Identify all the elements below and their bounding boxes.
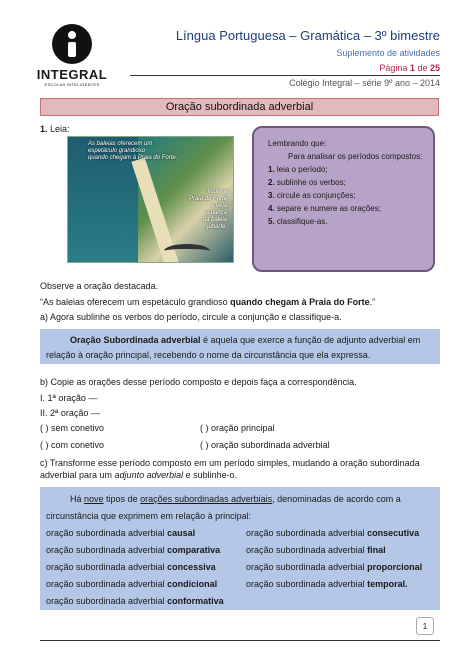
- quote-start: “As baleias oferecem um espetáculo grandioso: [40, 297, 231, 307]
- matching-option: ( ) oração subordinada adverbial: [200, 440, 330, 450]
- photo-side-line: e veja: [210, 203, 227, 209]
- photo-caption: [88, 141, 177, 162]
- photo-side-line: a dança: [205, 210, 227, 216]
- type-item: oração subordinada adverbial condicional: [46, 579, 218, 589]
- photo-side-line: Praia do Forte: [188, 196, 227, 202]
- item-b: b) Copie as orações desse período composto e depois faça a correspondência.: [40, 377, 357, 387]
- photo-side-line: da baleia: [202, 217, 227, 223]
- type-item: oração subordinada adverbial concessiva: [46, 562, 216, 572]
- section-title: Oração subordinada adverbial: [40, 98, 439, 116]
- item-c: [40, 457, 445, 481]
- page-current: 1: [409, 63, 415, 73]
- matching-option: ( ) com conetivo: [40, 440, 105, 450]
- observe-text: Observe a oração destacada.: [40, 281, 159, 291]
- photo-caption-line: As baleias oferecem um: [88, 141, 153, 147]
- oracao-1-line: I. 1ª oração —: [40, 393, 98, 403]
- types-grid: [46, 525, 434, 610]
- item-c-start: c) Transforme esse período composto em um período simples, mudando a oração subordinada adverbial para um: [40, 458, 420, 480]
- logo-tagline: ESCOLAS INTELIGENTES: [44, 82, 100, 87]
- matching-option: ( ) sem conetivo: [40, 423, 105, 433]
- definition-box: [40, 329, 440, 364]
- photo-side-text: [189, 189, 227, 231]
- reminder-step: 1. leia o período;: [268, 165, 328, 174]
- page-number: 1: [416, 617, 434, 635]
- question-1: [40, 124, 70, 134]
- reminder-step: 3. circule as conjunções;: [268, 191, 356, 200]
- matching-option: ( ) oração principal: [200, 423, 275, 433]
- type-item: oração subordinada adverbial final: [246, 545, 386, 555]
- logo-name: INTEGRAL: [36, 67, 108, 82]
- item-a: a) Agora sublinhe os verbos do período, circule a conjunção e classifique-a.: [40, 312, 342, 322]
- reminder-step: 2. sublinhe os verbos;: [268, 178, 346, 187]
- page-total: 25: [429, 63, 440, 73]
- school-logo: [26, 24, 118, 87]
- whale-tail-icon: [164, 244, 210, 258]
- type-item: oração subordinada adverbial consecutiva: [246, 528, 420, 538]
- item-c-italic: adjunto adverbial: [114, 470, 184, 480]
- quote-highlight: quando chegam à Praia do Forte: [230, 297, 370, 307]
- types-term: orações subordinadas adverbiais: [140, 494, 273, 504]
- page-indicator: [379, 63, 440, 73]
- type-item: oração subordinada adverbial causal: [46, 528, 196, 538]
- type-item: oração subordinada adverbial proporcional: [246, 562, 423, 572]
- type-item: oração subordinada adverbial temporal.: [246, 579, 408, 589]
- quote-end: .”: [369, 297, 376, 307]
- beach-photo: [67, 136, 234, 263]
- photo-side-line: Visite a: [207, 189, 227, 195]
- reminder-intro: Para analisar os períodos compostos:: [288, 152, 423, 161]
- question-label: Leia:: [50, 124, 70, 134]
- quote-text: [40, 296, 440, 308]
- page-prefix: Página: [379, 63, 408, 73]
- header-divider: [130, 75, 440, 76]
- document-title: Língua Portuguesa – Gramática – 3º bimestre: [175, 28, 440, 43]
- definition-body: é aquela que exerce a função de adjunto adverbial em relação à oração principal, recebendo o nome da circunstância que ela expressa.: [46, 335, 421, 360]
- question-number: 1.: [40, 124, 48, 134]
- info-icon: [52, 24, 92, 64]
- reminder-step: 5. classifique-as.: [268, 217, 328, 226]
- document-subtitle: Suplemento de atividades: [336, 48, 440, 58]
- footer-divider: [40, 640, 440, 641]
- reminder-title: Lembrando que:: [268, 139, 327, 148]
- definition-term: Oração Subordinada adverbial: [70, 335, 201, 345]
- adverbial-types-box: [40, 487, 440, 610]
- photo-caption-line: quando chegam à Praia do Forte.: [88, 155, 178, 161]
- page-of: de: [417, 63, 428, 73]
- reminder-step: 4. separe e numere as orações;: [268, 204, 381, 213]
- type-item: oração subordinada adverbial comparativa: [46, 545, 221, 555]
- photo-caption-line: espetáculo grandioso: [88, 148, 146, 154]
- definition-text: [46, 333, 434, 363]
- type-item: oração subordinada adverbial conformativa: [46, 596, 224, 606]
- types-intro: Há nove tipos de orações subordinadas adverbiais, denominadas de acordo com a circunstância que exprimem em relação à principal:: [46, 494, 401, 521]
- item-c-end: e sublinhe-o.: [183, 470, 238, 480]
- types-count: nove: [84, 494, 104, 504]
- school-info: Colégio Integral – série 9º ano – 2014: [289, 78, 440, 88]
- oracao-2-line: II. 2ª oração —: [40, 408, 100, 418]
- reminder-box: [252, 126, 435, 272]
- photo-side-line: jubarte.: [206, 224, 227, 230]
